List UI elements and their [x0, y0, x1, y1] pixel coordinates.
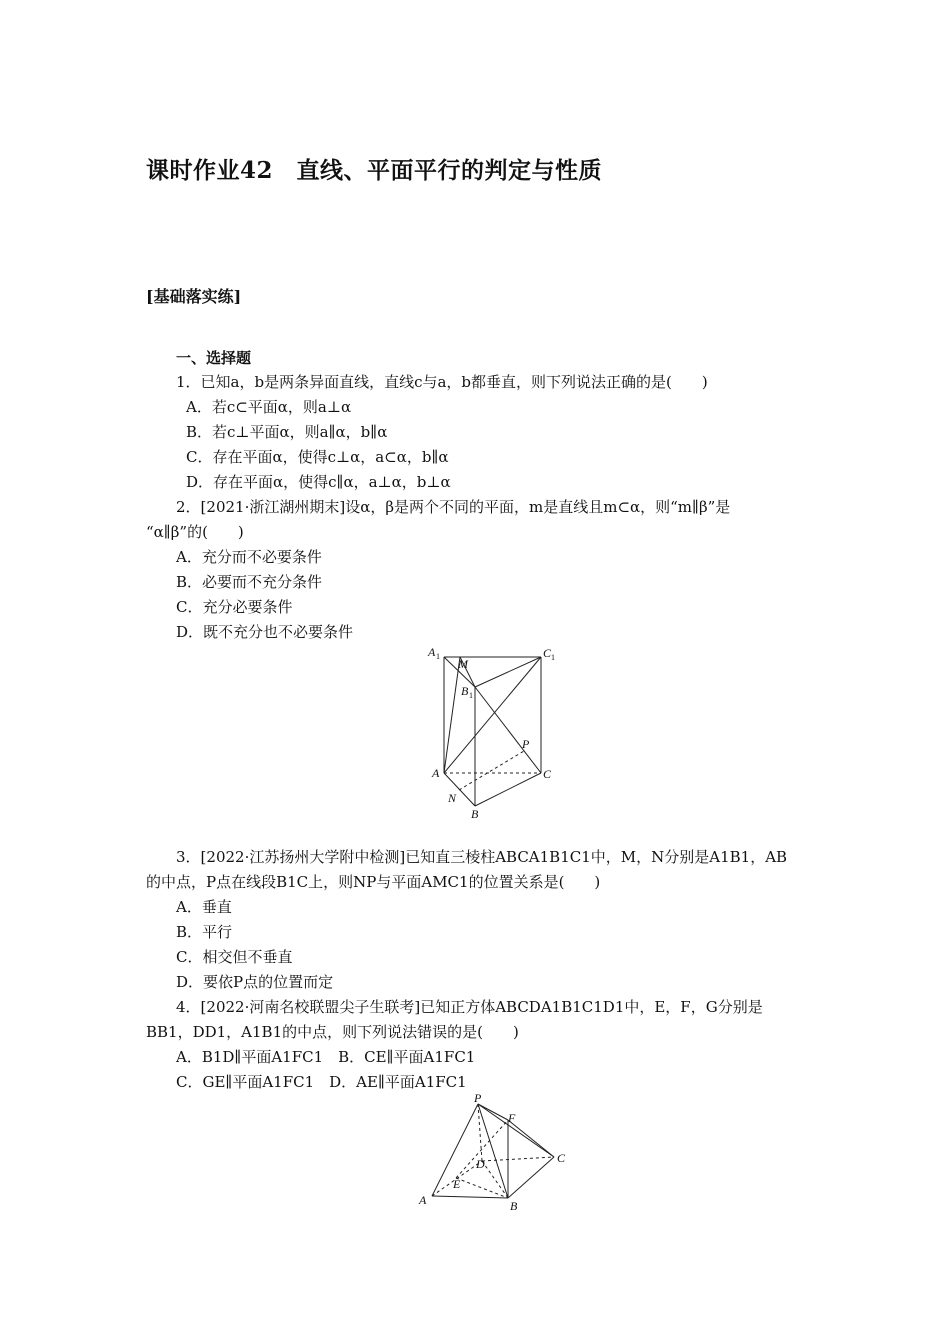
q3-option-b: B．平行	[176, 923, 233, 941]
q2-option-d: D．既不充分也不必要条件	[176, 623, 354, 641]
q1-option-b: B．若c⊥平面α，则a∥α，b∥α	[186, 423, 388, 441]
label-b1-sub: 1	[469, 691, 473, 700]
pyramid-figure	[412, 1090, 580, 1215]
label-b2: B	[510, 1199, 518, 1213]
label-e: E	[453, 1177, 461, 1191]
label-b: B	[471, 807, 479, 821]
label-a1: A	[428, 645, 436, 659]
q3-stem-line1: 3．[2022·江苏扬州大学附中检测]已知直三棱柱ABCA1B1C1中，M，N分别是A1B1，AB	[176, 848, 788, 866]
label-m: M	[458, 657, 468, 671]
q4-stem-line2: BB1，DD1，A1B1的中点，则下列说法错误的是( )	[146, 1023, 519, 1041]
q4-options-cd: C．GE∥平面A1FC1 D．AE∥平面A1FC1	[176, 1073, 467, 1091]
label-c2: C	[557, 1151, 566, 1165]
q2-stem-line1: 2．[2021·浙江湖州期末]设α，β是两个不同的平面，m是直线且m⊂α，则“m∥β”是	[176, 498, 731, 516]
q1-option-a: A．若c⊂平面α，则a⊥α	[186, 398, 352, 416]
label-p: P	[522, 737, 530, 751]
label-p2: P	[474, 1091, 482, 1105]
q1-option-c: C．存在平面α，使得c⊥α，a⊂α，b∥α	[186, 448, 449, 466]
page-title: 课时作业42 直线、平面平行的判定与性质	[146, 157, 603, 184]
q2-option-b: B．必要而不充分条件	[176, 573, 323, 591]
label-n: N	[448, 791, 457, 805]
q4-options-ab: A．B1D∥平面A1FC1 B．CE∥平面A1FC1	[176, 1048, 476, 1066]
q1-option-d: D．存在平面α，使得c∥α，a⊥α，b⊥α	[186, 473, 451, 491]
section-heading: [基础落实练]	[146, 287, 242, 306]
q2-option-c: C．充分必要条件	[176, 598, 293, 616]
q2-option-a: A．充分而不必要条件	[176, 548, 322, 566]
part-heading: 一、选择题	[176, 349, 252, 367]
label-a1-sub: 1	[436, 652, 440, 661]
q4-stem-line1: 4．[2022·河南名校联盟尖子生联考]已知正方体ABCDA1B1C1D1中，E，F，G分别是	[176, 998, 763, 1016]
label-c1-sub: 1	[551, 653, 555, 662]
label-c: C	[543, 767, 552, 781]
prism-figure	[420, 640, 570, 825]
label-f: F	[508, 1111, 516, 1125]
q3-option-a: A．垂直	[176, 898, 232, 916]
q3-option-d: D．要依P点的位置而定	[176, 973, 334, 991]
label-a2: A	[419, 1193, 427, 1207]
q3-option-c: C．相交但不垂直	[176, 948, 293, 966]
label-a: A	[432, 766, 440, 780]
label-b1: B	[461, 684, 469, 698]
label-d: D	[476, 1157, 485, 1171]
q2-stem-line2: “α∥β”的( )	[146, 523, 244, 541]
q1-stem: 1．已知a，b是两条异面直线，直线c与a，b都垂直，则下列说法正确的是( )	[176, 373, 708, 391]
q3-stem-line2: 的中点，P点在线段B1C上，则NP与平面AMC1的位置关系是( )	[146, 873, 601, 891]
label-c1: C	[543, 646, 552, 660]
